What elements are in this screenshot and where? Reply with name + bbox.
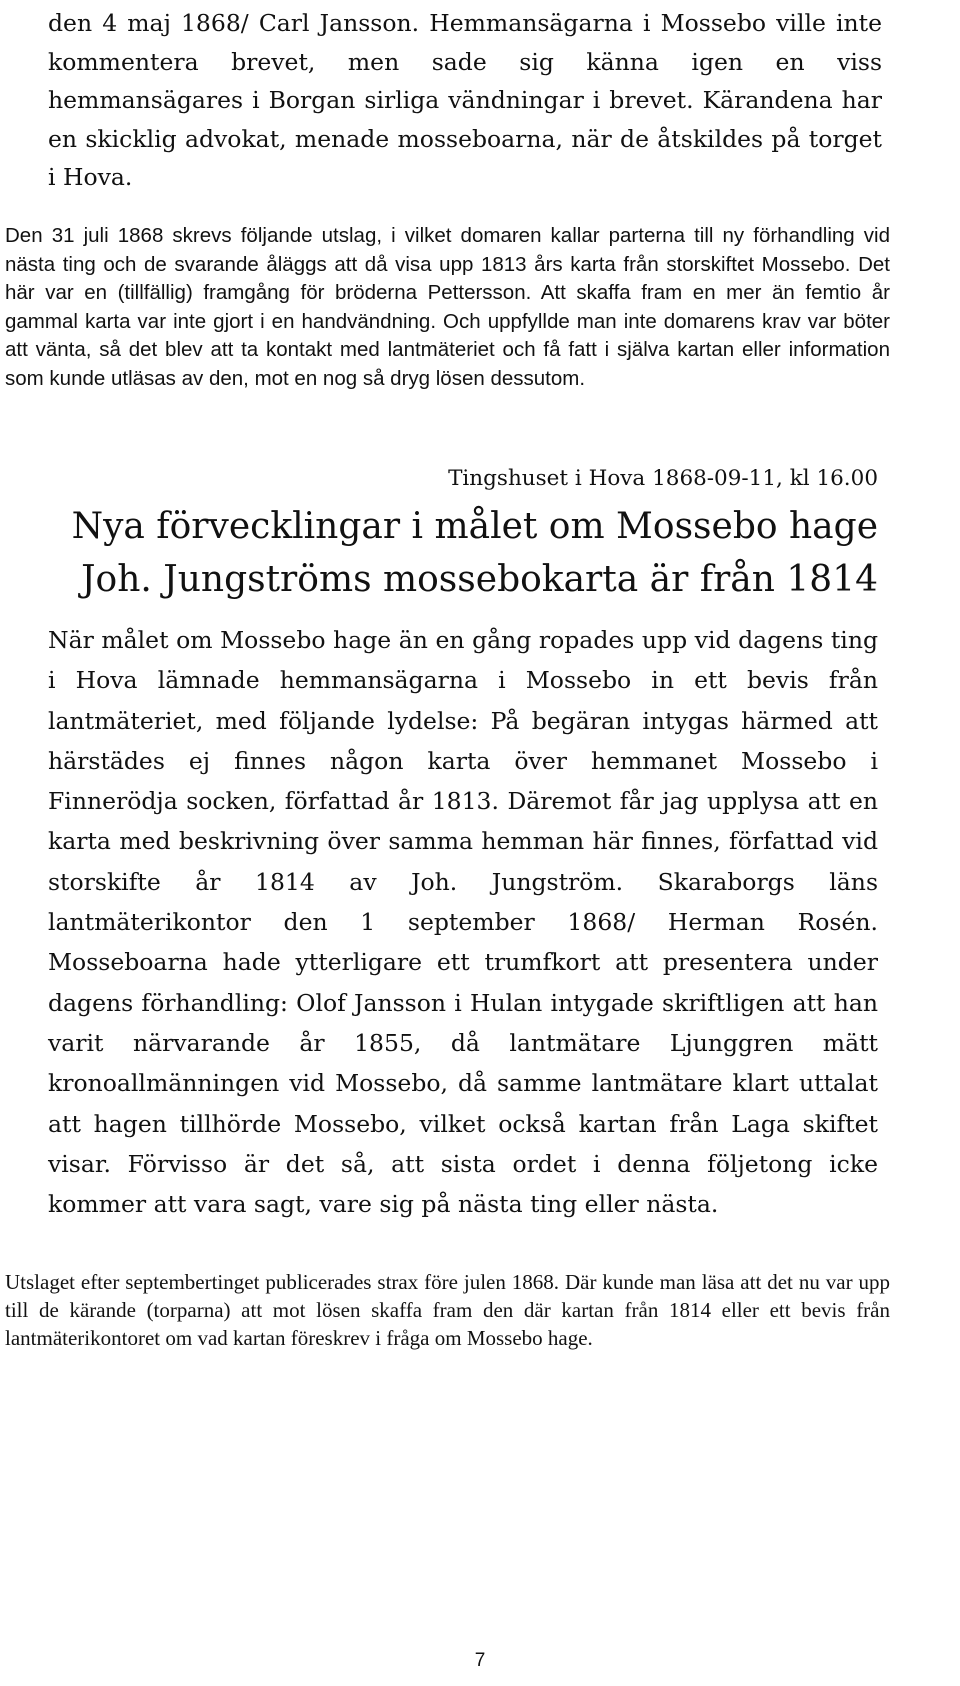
ruling-text: Den 31 juli 1868 skrevs följande utslag, i vilket domaren kallar parterna till ny förhandling vid nästa ting och de svarande åläggs att då visa upp 1813 års karta från storskiftet Mossebo. Det här var en (tillfällig) framgång för bröderna Pettersson. Att skaffa fram en mer än femtio år gammal karta var inte gjort i en handvändning. Och uppfyllde man inte domarens krav var böter att vänta, så det blev att ta kontakt med lantmäteriet och få fatt i själva kartan eller information som kunde utläsas av den, mot en nog så dryg lösen dessutom. xyxy=(5,224,890,390)
outro-paragraph xyxy=(0,1268,960,1352)
intro-paragraph xyxy=(0,4,960,197)
intro-text: den 4 maj 1868/ Carl Jansson. Hemmansägarna i Mossebo ville inte kommentera brevet, men sade sig känna igen en viss hemmansägares i Borgan sirliga vändningar i brevet. Kärandena har en skicklig advokat, menade mosseboarna, när de åtskildes på torget i Hova. xyxy=(48,9,882,191)
article-body xyxy=(0,620,960,1224)
outro-text: Utslaget efter septembertinget publicerades strax före julen 1868. Där kunde man läsa att det nu var upp till de kärande (torparna) att mot lösen skaffa fram den där kartan från 1814 eller ett bevis från lantmäterikontoret om vad kartan föreskrev i fråga om Mossebo hage. xyxy=(5,1270,890,1350)
article-body-text: När målet om Mossebo hage än en gång ropades upp vid dagens ting i Hova lämnade hemmansägarna i Mossebo in ett bevis från lantmäteriet, med följande lydelse: På begäran intygas härmed att härstädes ej finnes någon karta över hemmanet Mossebo i Finnerödja socken, författad år 1813. Däremot får jag upplysa att en karta med beskrivning över samma hemman här finnes, författad vid storskifte år 1814 av Joh. Jungström. Skaraborgs läns lantmäterikontor den 1 september 1868/ Herman Rosén. Mosseboarna hade ytterligare ett trumfkort att presentera under dagens förhandling: Olof Jansson i Hulan intygade skriftligen att han varit närvarande år 1855, då lantmätare Ljunggren mätt kronoallmänningen vid Mossebo, då samme lantmätare klart uttalat att hagen tillhörde Mossebo, vilket också kartan från Laga skiftet visar. Förvisso är det så, att sista ordet i denna följetong icke kommer att vara sagt, vare sig på nästa ting eller nästa. xyxy=(48,626,878,1219)
headline-line-1: Nya förvecklingar i målet om Mossebo hage xyxy=(71,506,878,547)
page-number: 7 xyxy=(474,1650,486,1671)
headline-line-2: Joh. Jungströms mossebokarta är från 1814 xyxy=(81,559,878,600)
article-headline xyxy=(0,500,960,606)
ruling-paragraph xyxy=(0,222,960,393)
article-dateline: Tingshuset i Hova 1868-09-11, kl 16.00 xyxy=(448,466,878,491)
